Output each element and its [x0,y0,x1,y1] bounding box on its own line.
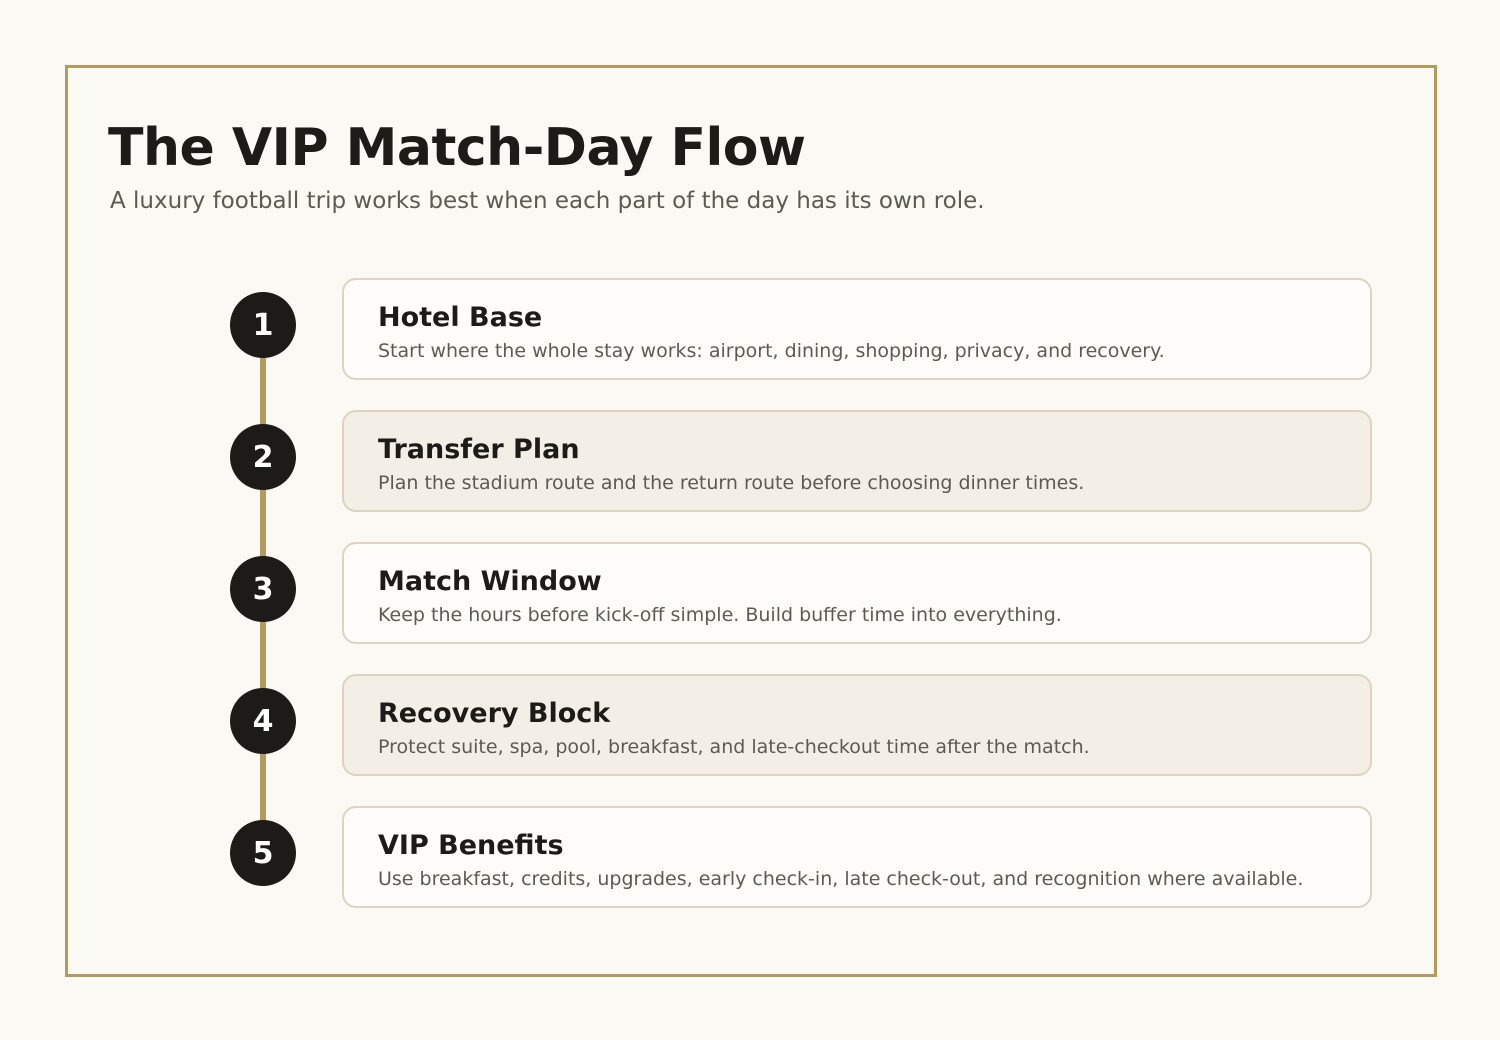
step-description: Use breakfast, credits, upgrades, early check-in, late check-out, and recognition where available. [378,868,1304,890]
step-card-recovery-block [342,674,1372,776]
step-connector [260,358,266,424]
step-title: Hotel Base [378,302,543,333]
page-subtitle: A luxury football trip works best when each part of the day has its own role. [110,188,985,214]
step-card-vip-benefits [342,806,1372,908]
step-description: Start where the whole stay works: airport, dining, shopping, privacy, and recovery. [378,340,1165,362]
page-title: The VIP Match-Day Flow [108,118,806,178]
step-title: VIP Benefits [378,830,564,861]
step-card-match-window [342,542,1372,644]
step-description: Protect suite, spa, pool, breakfast, and late-checkout time after the match. [378,736,1090,758]
step-card-transfer-plan [342,410,1372,512]
step-connector [260,622,266,688]
step-connector [260,754,266,820]
step-title: Recovery Block [378,698,611,729]
step-number-4: 4 [230,688,296,754]
step-title: Match Window [378,566,602,597]
step-number-2: 2 [230,424,296,490]
step-description: Keep the hours before kick-off simple. Build buffer time into everything. [378,604,1062,626]
step-number-5: 5 [230,820,296,886]
step-title: Transfer Plan [378,434,580,465]
step-connector [260,490,266,556]
step-number-3: 3 [230,556,296,622]
slide-frame [65,65,1437,977]
step-card-hotel-base [342,278,1372,380]
step-number-1: 1 [230,292,296,358]
step-description: Plan the stadium route and the return route before choosing dinner times. [378,472,1085,494]
